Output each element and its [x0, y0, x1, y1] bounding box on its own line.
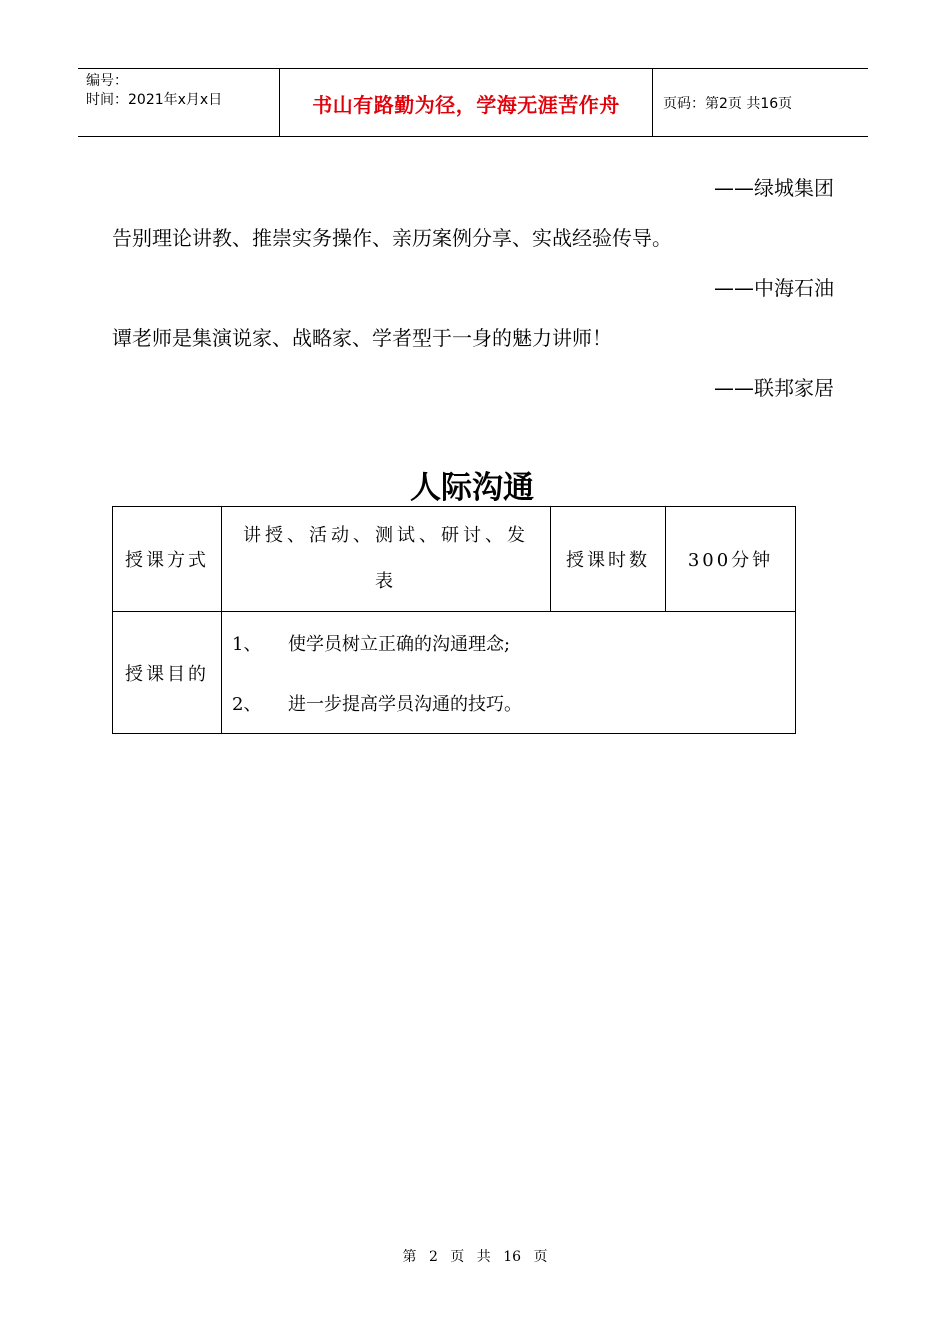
- header-motto: 书山有路勤为径，学海无涯苦作舟: [312, 93, 620, 117]
- testimonial-source: ——绿城集团: [714, 176, 834, 200]
- testimonial-text: 告别理论讲教、推崇实务操作、亲历案例分享、实战经验传导。: [112, 226, 672, 250]
- course-title: 人际沟通: [410, 470, 534, 506]
- goal-text: 使学员树立正确的沟通理念;: [288, 633, 511, 655]
- method-value: 讲授、活动、测试、研讨、发表: [222, 507, 551, 612]
- goals-list: [222, 612, 796, 734]
- header-meta: [86, 72, 222, 110]
- table-row: [113, 612, 796, 734]
- course-info-table: [112, 506, 796, 734]
- goal-text: 进一步提高学员沟通的技巧。: [288, 693, 522, 715]
- method-label: 授课方式: [113, 507, 222, 612]
- testimonial-source: ——联邦家居: [714, 376, 834, 400]
- goal-number: 1、: [232, 633, 262, 655]
- document-number-label: 编号：: [86, 73, 128, 89]
- goal-number: 2、: [232, 693, 262, 715]
- header-page-info: 页码：第2页 共16页: [663, 96, 793, 112]
- testimonial-source: ——中海石油: [714, 276, 834, 300]
- list-item: [222, 673, 795, 733]
- hours-label: 授课时数: [551, 507, 666, 612]
- page-footer: 第 2 页 共 16 页: [402, 1249, 548, 1265]
- document-date: 时间：2021年x月x日: [86, 92, 223, 108]
- page-header: [78, 68, 868, 137]
- testimonial-text: 谭老师是集演说家、战略家、学者型于一身的魅力讲师！: [112, 326, 612, 350]
- goals-label: 授课目的: [113, 612, 222, 734]
- hours-value: 300分钟: [666, 507, 796, 612]
- header-divider: [652, 69, 653, 136]
- table-row: [113, 507, 796, 612]
- list-item: [222, 613, 795, 673]
